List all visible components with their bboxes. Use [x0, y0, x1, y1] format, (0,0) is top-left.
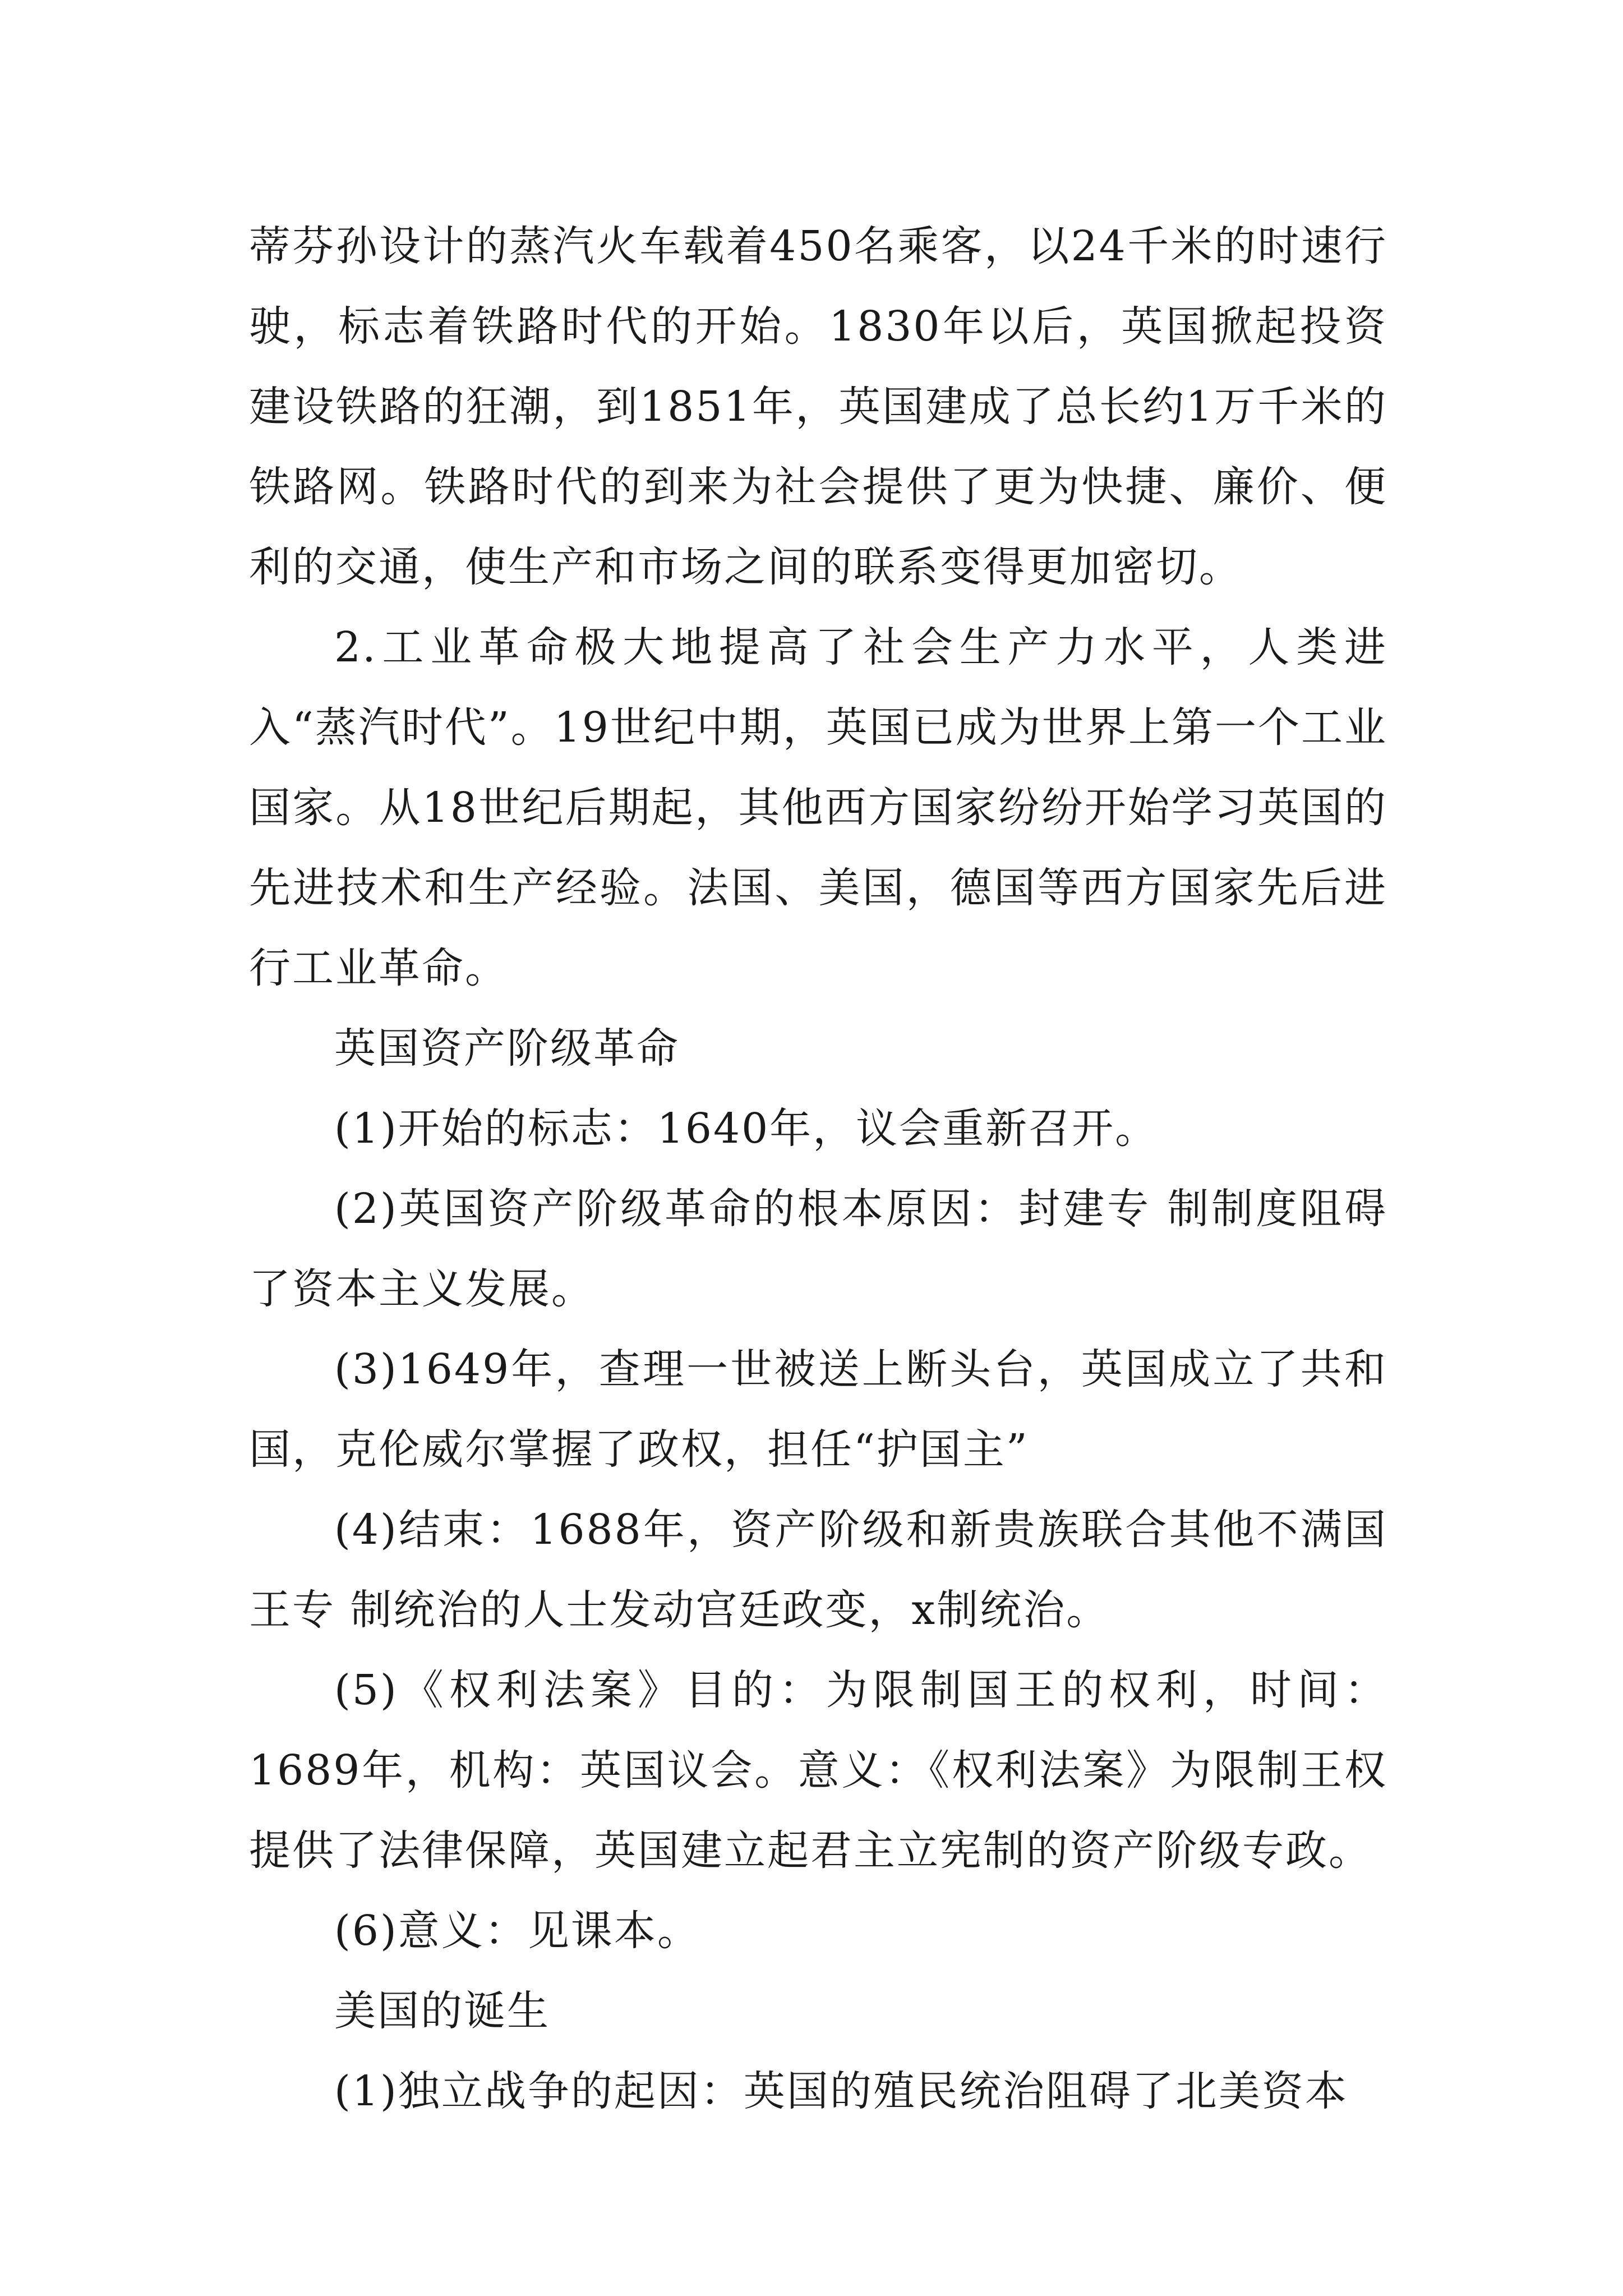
list-item-1-war-cause: (1)独立战争的起因：英国的殖民统治阻碍了北美资本 [334, 2067, 1348, 2115]
section-heading-birth-of-usa: 美国的诞生 [334, 1987, 550, 2035]
document-body [249, 206, 1387, 2132]
section-heading-english-revolution: 英国资产阶级革命 [334, 1024, 680, 1073]
list-item-1-start-sign: (1)开始的标志：1640年，议会重新召开。 [334, 1105, 1159, 1153]
paragraph-railway-era: 蒂芬孙设计的蒸汽火车载着450名乘客，以24千米的时速行驶，标志着铁路时代的开始。1830年以后，英国掀起投资建设铁路的狂潮，到1851年，英国建成了总长约1万千米的铁路网。铁路时代的到来为社会提供了更为快捷、廉价、便利的交通，使生产和市场之间的联系变得更加密切。 [249, 222, 1387, 591]
paragraph-industrial-revolution: 2.工业革命极大地提高了社会生产力水平，人类进入“蒸汽时代”。19世纪中期，英国已成为世界上第一个工业国家。从18世纪后期起，其他西方国家纷纷开始学习英国的先进技术和生产经验。法国、美国，德国等西方国家先后进行工业革命。 [249, 623, 1387, 992]
list-item-2-root-cause: (2)英国资产阶级革命的根本原因：封建专 制制度阻碍了资本主义发展。 [249, 1185, 1387, 1313]
list-item-5-bill-of-rights: (5)《权利法案》目的：为限制国王的权利，时间：1689年，机构：英国议会。意义：《权利法案》为限制王权提供了法律保障，英国建立起君主立宪制的资产阶级专政。 [249, 1666, 1387, 1875]
list-item-4-end: (4)结束：1688年，资产阶级和新贵族联合其他不满国王专 制统治的人士发动宫廷政变，x制统治。 [249, 1506, 1387, 1634]
list-item-3-republic: (3)1649年，查理一世被送上断头台，英国成立了共和国，克伦威尔掌握了政权，担任“护国主” [249, 1345, 1387, 1474]
list-item-6-significance: (6)意义：见课本。 [334, 1907, 700, 1955]
